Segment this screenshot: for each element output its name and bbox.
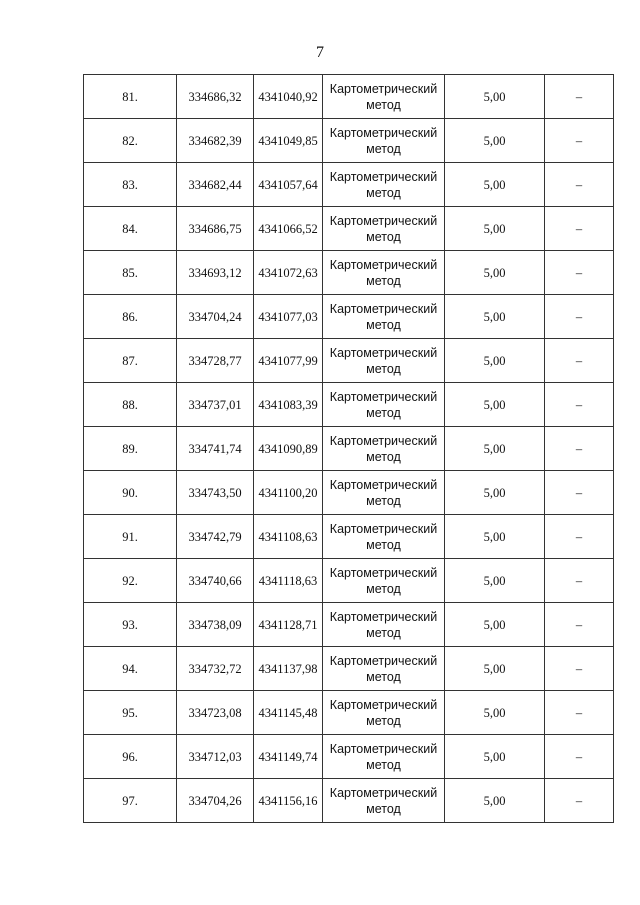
method-cell [323,383,445,427]
accuracy-cell: 5,00 [445,647,545,691]
y-coordinate-cell: 4341040,92 [254,75,323,119]
method-line-2: метод [366,229,401,244]
table-row [84,603,614,647]
table-row [84,647,614,691]
table-row [84,471,614,515]
method-line-1: Картометрический [329,477,438,492]
x-coordinate-cell: 334686,75 [177,207,254,251]
x-coordinate-cell: 334682,39 [177,119,254,163]
description-cell: – [545,603,614,647]
method-line-2: метод [366,273,401,288]
accuracy-cell: 5,00 [445,427,545,471]
x-coordinate-cell: 334743,50 [177,471,254,515]
page-number: 7 [316,44,324,61]
description-cell: – [545,251,614,295]
table-row [84,339,614,383]
y-coordinate-cell: 4341077,99 [254,339,323,383]
method-cell [323,163,445,207]
x-coordinate-cell: 334728,77 [177,339,254,383]
point-number-cell: 83. [84,163,177,207]
accuracy-cell: 5,00 [445,735,545,779]
method-cell [323,603,445,647]
table-row [84,691,614,735]
point-number-cell: 95. [84,691,177,735]
point-number-cell: 94. [84,647,177,691]
accuracy-cell: 5,00 [445,603,545,647]
y-coordinate-cell: 4341049,85 [254,119,323,163]
x-coordinate-cell: 334738,09 [177,603,254,647]
table-row [84,251,614,295]
method-cell [323,691,445,735]
table-row [84,779,614,823]
description-cell: – [545,559,614,603]
method-line-1: Картометрический [329,301,438,316]
accuracy-cell: 5,00 [445,515,545,559]
accuracy-cell: 5,00 [445,119,545,163]
point-number-cell: 92. [84,559,177,603]
table-row [84,207,614,251]
point-number-cell: 97. [84,779,177,823]
method-line-1: Картометрический [329,81,438,96]
x-coordinate-cell: 334704,26 [177,779,254,823]
x-coordinate-cell: 334693,12 [177,251,254,295]
table-row [84,427,614,471]
method-line-1: Картометрический [329,653,438,668]
method-line-2: метод [366,361,401,376]
method-line-2: метод [366,141,401,156]
method-cell [323,735,445,779]
method-line-2: метод [366,669,401,684]
y-coordinate-cell: 4341090,89 [254,427,323,471]
y-coordinate-cell: 4341118,63 [254,559,323,603]
point-number-cell: 91. [84,515,177,559]
method-line-1: Картометрический [329,785,438,800]
point-number-cell: 89. [84,427,177,471]
method-line-2: метод [366,317,401,332]
method-cell [323,471,445,515]
table-row [84,559,614,603]
description-cell: – [545,471,614,515]
accuracy-cell: 5,00 [445,691,545,735]
accuracy-cell: 5,00 [445,383,545,427]
table-row [84,735,614,779]
y-coordinate-cell: 4341083,39 [254,383,323,427]
y-coordinate-cell: 4341072,63 [254,251,323,295]
y-coordinate-cell: 4341156,16 [254,779,323,823]
y-coordinate-cell: 4341066,52 [254,207,323,251]
point-number-cell: 81. [84,75,177,119]
accuracy-cell: 5,00 [445,251,545,295]
method-line-2: метод [366,537,401,552]
method-line-2: метод [366,757,401,772]
method-line-1: Картометрический [329,433,438,448]
method-line-2: метод [366,97,401,112]
accuracy-cell: 5,00 [445,295,545,339]
description-cell: – [545,647,614,691]
method-line-1: Картометрический [329,389,438,404]
accuracy-cell: 5,00 [445,163,545,207]
method-line-2: метод [366,449,401,464]
method-line-2: метод [366,713,401,728]
method-cell [323,559,445,603]
description-cell: – [545,119,614,163]
point-number-cell: 96. [84,735,177,779]
point-number-cell: 84. [84,207,177,251]
description-cell: – [545,163,614,207]
x-coordinate-cell: 334686,32 [177,75,254,119]
method-line-2: метод [366,493,401,508]
y-coordinate-cell: 4341145,48 [254,691,323,735]
point-number-cell: 93. [84,603,177,647]
method-line-1: Картометрический [329,521,438,536]
x-coordinate-cell: 334737,01 [177,383,254,427]
method-line-1: Картометрический [329,213,438,228]
method-cell [323,251,445,295]
accuracy-cell: 5,00 [445,471,545,515]
description-cell: – [545,295,614,339]
description-cell: – [545,207,614,251]
coordinates-table [83,74,614,823]
table-row [84,383,614,427]
y-coordinate-cell: 4341100,20 [254,471,323,515]
y-coordinate-cell: 4341057,64 [254,163,323,207]
description-cell: – [545,779,614,823]
method-cell [323,339,445,383]
method-cell [323,427,445,471]
method-line-1: Картометрический [329,257,438,272]
accuracy-cell: 5,00 [445,75,545,119]
x-coordinate-cell: 334712,03 [177,735,254,779]
method-line-2: метод [366,625,401,640]
y-coordinate-cell: 4341137,98 [254,647,323,691]
description-cell: – [545,75,614,119]
x-coordinate-cell: 334704,24 [177,295,254,339]
accuracy-cell: 5,00 [445,779,545,823]
method-line-1: Картометрический [329,609,438,624]
method-cell [323,779,445,823]
table-row [84,119,614,163]
description-cell: – [545,339,614,383]
accuracy-cell: 5,00 [445,559,545,603]
table-row [84,295,614,339]
x-coordinate-cell: 334742,79 [177,515,254,559]
x-coordinate-cell: 334723,08 [177,691,254,735]
y-coordinate-cell: 4341149,74 [254,735,323,779]
point-number-cell: 90. [84,471,177,515]
method-line-2: метод [366,185,401,200]
table-row [84,163,614,207]
method-line-1: Картометрический [329,345,438,360]
method-line-1: Картометрический [329,125,438,140]
method-cell [323,515,445,559]
method-line-1: Картометрический [329,741,438,756]
point-number-cell: 86. [84,295,177,339]
description-cell: – [545,691,614,735]
description-cell: – [545,735,614,779]
description-cell: – [545,383,614,427]
method-line-1: Картометрический [329,565,438,580]
method-line-2: метод [366,801,401,816]
coordinates-table-body [84,75,614,823]
accuracy-cell: 5,00 [445,339,545,383]
point-number-cell: 88. [84,383,177,427]
method-line-2: метод [366,581,401,596]
x-coordinate-cell: 334741,74 [177,427,254,471]
point-number-cell: 87. [84,339,177,383]
table-row [84,75,614,119]
method-cell [323,647,445,691]
method-cell [323,119,445,163]
table-row [84,515,614,559]
point-number-cell: 82. [84,119,177,163]
accuracy-cell: 5,00 [445,207,545,251]
x-coordinate-cell: 334740,66 [177,559,254,603]
description-cell: – [545,427,614,471]
method-cell [323,207,445,251]
description-cell: – [545,515,614,559]
method-cell [323,295,445,339]
y-coordinate-cell: 4341128,71 [254,603,323,647]
x-coordinate-cell: 334682,44 [177,163,254,207]
method-line-2: метод [366,405,401,420]
method-line-1: Картометрический [329,697,438,712]
method-line-1: Картометрический [329,169,438,184]
x-coordinate-cell: 334732,72 [177,647,254,691]
method-cell [323,75,445,119]
y-coordinate-cell: 4341108,63 [254,515,323,559]
point-number-cell: 85. [84,251,177,295]
y-coordinate-cell: 4341077,03 [254,295,323,339]
